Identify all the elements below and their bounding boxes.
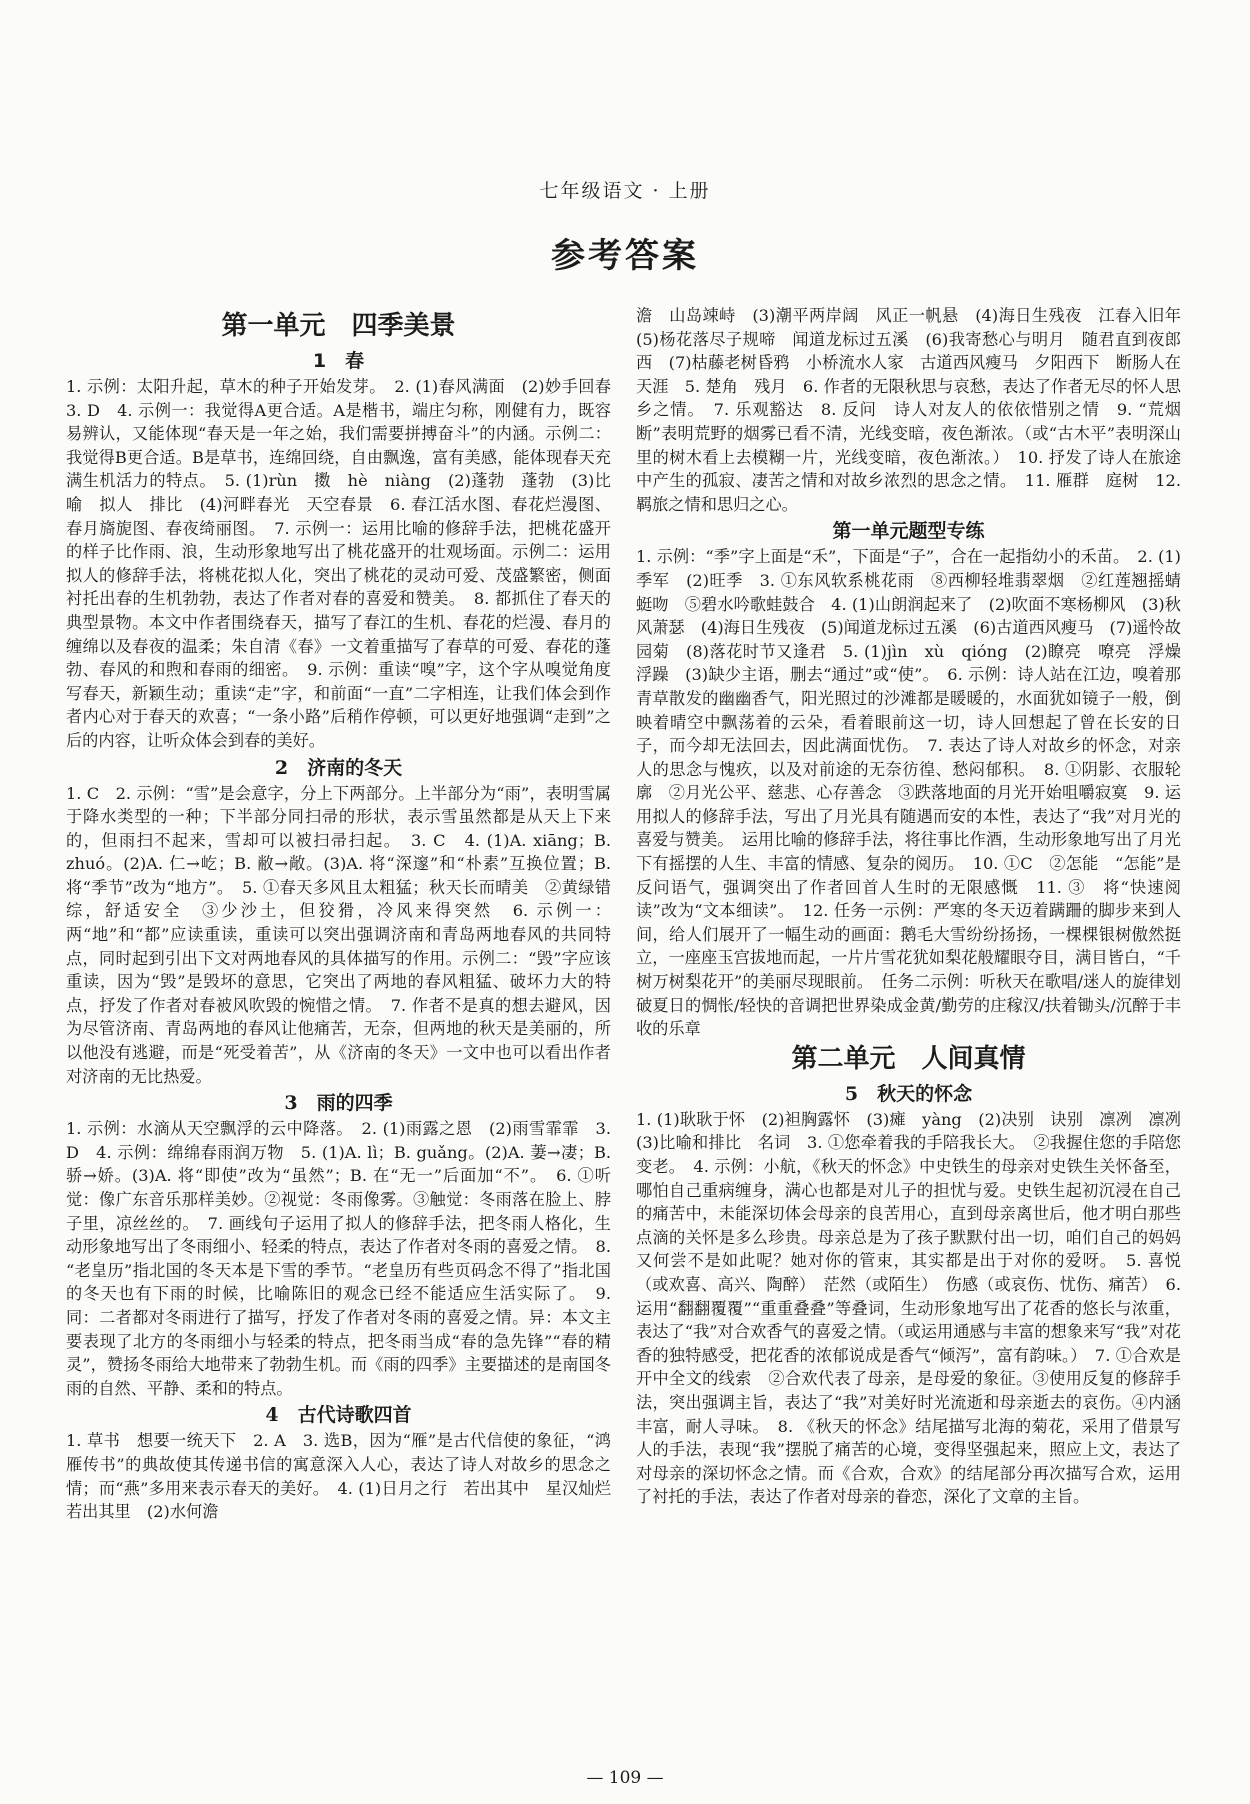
page-number: — 109 —	[586, 1768, 664, 1788]
answers-section-5: 1. (1)耿耿于怀 (2)袒胸露怀 (3)瘫 yàng (2)决别 诀别 凛冽 凛冽 (3)比喻和排比 名词 3. ①您牵着我的手陪我长大。 ②我握住您的手陪您变老。 4. 示例：小航，《秋天的怀念》中史铁生的母亲对史铁生关怀备至，哪怕自己重病缠身，满心也都是对儿子的担忧与爱。史铁生起初沉浸在自己的痛苦中，未能深切体会母亲的良苦用心，直到母亲离世后，他才明白那些点滴的关怀是多么珍贵。母亲总是为了孩子默默付出一切，咱们自己的妈妈又何尝不是如此呢？她对你的管束，其实都是出于对你的爱呀。 5. 喜悦（或欢喜、高兴、陶醉） 茫然（或陌生） 伤感（或哀伤、忧伤、痛苦） 6. 运用“翻翻覆覆”“重重叠叠”等叠词，生动形象地写出了花香的悠长与浓重，表达了“我”对合欢香气的喜爱之情。（或运用通感与丰富的想象来写“我”对花香的独特感受，把花香的浓郁说成是香气“倾泻”，富有韵味。） 7. ①合欢是开中全文的线索 ②合欢代表了母亲，是母爱的象征。③使用反复的修辞手法，突出强调主旨，表达了“我”对美好时光流逝和母亲逝去的哀伤。④内涵丰富，耐人寻味。 8. 《秋天的怀念》结尾描写北海的菊花，采用了借景写人的手法，表现“我”摆脱了痛苦的心境，变得坚强起来，照应上文，表达了对母亲的深切怀念之情。而《合欢，合欢》的结尾部分再次描写合欢，运用了衬托的手法，表达了作者对母亲的眷恋，深化了文章的主旨。	[636, 1109, 1198, 1507]
answers-section-4: 1. 草书 想要一统天下 2. A 3. 选B，因为“雁”是古代信使的象征，“鸿雁传书”的典故使其传递书信的寓意深入人心，表达了诗人对故乡的思念之情；而“燕”多用来表示春天的美好。 4. (1)日月之行 若出其中 星汉灿烂 若出其里 (2)水何澹	[66, 1431, 628, 1522]
section-title-4: 4 古代诗歌四首	[265, 1404, 412, 1427]
section-title-3: 3 雨的四季	[284, 1092, 393, 1115]
page-title: 参考答案	[551, 236, 699, 276]
answers-practice: 1. 示例：“季”字上面是“禾”，下面是“子”，合在一起指幼小的禾苗。 2. (1)季军 (2)旺季 3. ①东风软系桃花雨 ⑧西柳轻堆翡翠烟 ②红莲翘摇蜻蜓吻 ⑤碧水吟歌蛙鼓合 4. (1)山朗润起来了 (2)吹面不寒杨柳风 (3)秋风萧瑟 (4)海日生残夜 (5)闻道龙标过五溪 (6)古道西风瘦马 (7)遥怜故园菊 (8)落花时节又逢君 5. (1)jìn xù qióng (2)瞭亮 嘹亮 浮燥 浮躁 (3)缺少主语，删去“通过”或“使”。 6. 示例：诗人站在江边，嗅着那青草散发的幽幽香气，阳光照过的沙滩都是暖暖的，水面犹如镜子一般，倒映着晴空中飘荡着的云朵，看着眼前这一切，诗人回想起了曾在长安的日子，而今却无法回去，因此满面忧伤。 7. 表达了诗人对故乡的怀念，对亲人的思念与愧疚，以及对前途的无奈彷徨、愁闷郁积。 8. ①阴影、衣服轮廓 ②月光公平、慈悲、心存善念 ③跌落地面的月光开始咀嚼寂寞 9. 运用拟人的修辞手法，写出了月光具有随遇而安的本性，表达了“我”对月光的喜爱与赞美。 运用比喻的修辞手法，将往事比作酒，生动形象地写出了月光下有摇摆的人生、丰富的情感、复杂的阅历。 10. ①C ②怎能 “怎能”是反问语气，强调突出了作者回首人生时的无限感慨 11. ③ 将“快速阅读”改为“文本细读”。 12. 任务一示例：严寒的冬天迈着蹒跚的脚步来到人间，给人们展开了一幅生动的画面：鹅毛大雪纷纷扬扬，一棵棵银树傲然挺立，一座座玉宫拔地而起，一片片雪花犹如梨花般耀眼夺目，满目皆白，“千树万树梨花开”的美丽尽现眼前。 任务二示例：听秋天在歌唱/迷人的旋律划破夏日的惆怅/轻快的音调把世界染成金黄/勤劳的庄稼汉/扶着锄头/沉醉于丰收的乐章	[636, 547, 1198, 1039]
section-title-practice: 第一单元题型专练	[832, 520, 985, 543]
answers-section-4-cont: 澹 山岛竦峙 (3)潮平两岸阔 风正一帆悬 (4)海日生残夜 江春入旧年 (5)杨花落尽子规啼 闻道龙标过五溪 (6)我寄愁心与明月 随君直到夜郎西 (7)枯藤老树昏鸦 小桥流水人家 古道西风瘦马 夕阳西下 断肠人在天涯 5. 楚角 残月 6. 作者的无限秋思与哀愁，表达了作者无尽的怀人思乡之情。 7. 乐观豁达 8. 反问 诗人对友人的依依惜别之情 9. “荒烟断”表明荒野的烟雾已看不清，光线变暗，夜色渐浓。（或“古木平”表明深山里的树木看上去模糊一片，光线变暗，夜色渐浓。） 10. 抒发了诗人在旅途中产生的孤寂、凄苦之情和对故乡浓烈的思念之情。 11. 雁群 庭树 12. 羁旅之情和思归之心。	[636, 306, 1198, 514]
unit-title-2: 第二单元 人间真情	[791, 1043, 1026, 1074]
answers-section-2: 1. C 2. 示例：“雪”是会意字，分上下两部分。上半部分为“雨”，表明雪属于降水类型的一种；下半部分同扫帚的形状，表示雪虽然都是从天上下来的，但雨扫不起来，雪却可以被扫帚扫起。 3. C 4. (1)A. xiāng；B. zhuó。(2)A. 仁→屹；B. 敝→敞。(3)A. 将“深邃”和“朴素”互换位置；B. 将“季节”改为“地方”。 5. ①春天多风且太粗猛；秋天长而晴美 ②黄绿错综，舒适安全 ③少沙土，但狡猾，冷风来得突然 6. 示例一：两“地”和“都”应读重读，重读可以突出强调济南和青岛两地春风的共同特点，同时起到引出下文对两地春风的具体描写的作用。示例二：“毁”字应该重读，因为“毁”是毁坏的意思，它突出了两地的春风粗猛、破坏力大的特点，抒发了作者对春被风吹毁的惋惜之情。 7. 作者不是真的想去避风，因为尽管济南、青岛两地的春风让他痛苦，无奈，但两地的秋天是美丽的，所以他没有逃避，而是“死受着苦”，从《济南的冬天》一文中也可以看出作者对济南的无比热爱。	[66, 783, 611, 1086]
right-column	[636, 304, 1198, 1509]
section-title-2: 2 济南的冬天	[274, 756, 403, 779]
section-title-1: 1 春	[312, 350, 365, 372]
unit-title-1: 第一单元 四季美景	[221, 311, 456, 341]
answers-section-1: 1. 示例：太阳升起，草木的种子开始发芽。 2. (1)春风满面 (2)妙手回春 3. D 4. 示例一：我觉得A更合适。A是楷书，端庄匀称，刚健有力，既容易辨认，又能体现“春天是一年之始，我们需要拼搏奋斗”的内涵。示例二：我觉得B更合适。B是草书，连绵回绕，自由飘逸，富有美感，能体现春天充满生机活力的特点。 5. (1)rùn 擞 hè niàng (2)蓬勃 蓬勃 (3)比喻 拟人 排比 (4)河畔春光 天空春景 6. 春江活水图、春花烂漫图、春月旖旎图、春夜绮丽图。 7. 示例一：运用比喻的修辞手法，把桃花盛开的样子比作雨、浪，生动形象地写出了桃花盛开的壮观场面。示例二：运用拟人的修辞手法，将桃花拟人化，突出了桃花的灵动可爱、茂盛繁密，侧面衬托出春的生机勃勃，表达了作者对春的喜爱和赞美。 8. 都抓住了春天的典型景物。本文中作者围绕春天，描写了春江的生机、春花的烂漫、春月的缠绵以及春夜的温柔；朱自清《春》一文着重描写了春草的可爱、春花的蓬勃、春风的和煦和春雨的细密。 9. 示例：重读“嗅”字，这个字从嗅觉角度写春天，新颖生动；重读“走”字，和前面“一直”二字相连，让我们体会到作者内心对于春天的欢喜；“一条小路”后稍作停顿，可以更好地强调“走到”之后的内容，让听众体会到春的美好。	[66, 377, 628, 750]
page-header: 七年级语文 · 上册	[539, 180, 711, 202]
left-column	[66, 308, 628, 1524]
answers-section-3: 1. 示例：水滴从天空飘浮的云中降落。 2. (1)雨露之恩 (2)雨雪霏霏 3. D 4. 示例：绵绵春雨润万物 5. (1)A. lì；B. guǎng。(2)A. 萋→凄；B. 骄→娇。(3)A. 将“即使”改为“虽然”；B. 在“无一”后面加“不”。 6. ①听觉：像广东音乐那样美妙。②视觉：冬雨像雾。③触觉：冬雨落在脸上、脖子里，凉丝丝的。 7. 画线句子运用了拟人的修辞手法，把冬雨人格化，生动形象地写出了冬雨细小、轻柔的特点，表达了作者对冬雨的喜爱之情。 8. “老皇历”指北国的冬天本是下雪的季节。“老皇历有些页码念不得了”指北国的冬天也有下雨的时候，比喻陈旧的观念已经不能适应生活实际了。 9. 同：二者都对冬雨进行了描写，抒发了作者对冬雨的喜爱之情。异：本文主要表现了北方的冬雨细小与轻柔的特点，把冬雨当成“春的急先锋”“春的精灵”，赞扬冬雨给大地带来了勃勃生机。而《雨的四季》主要描述的是南国冬雨的自然、平静、柔和的特点。	[66, 1119, 611, 1398]
section-title-5: 5 秋天的怀念	[844, 1082, 973, 1105]
